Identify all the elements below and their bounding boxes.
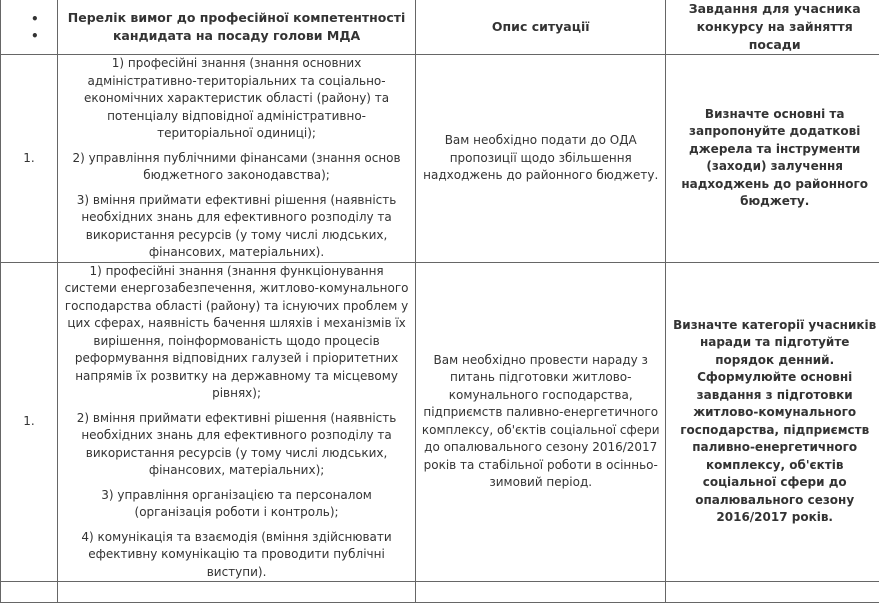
bullet-list: [1, 10, 57, 44]
table-row: [1, 262, 879, 582]
requirement-item: 4) комунікація та взаємодія (вміння здійснювати ефективну комунікацію та проводити публічні виступи).: [62, 529, 411, 582]
task-cell: Визначте основні та запропонуйте додаткові джерела та інструменти (заходи) залучення надходжень до районного бюджету.: [666, 55, 879, 263]
table-row-cut-off: [1, 582, 879, 603]
bullet-item: [1, 27, 57, 44]
requirement-item: 1) професійні знання (знання функціонування системи енергозабезпечення, житлово-комунального господарства області (району) та існуючих проблем у цих сферах, наявність бачення шляхів і механізмів їх вирішення, поінформованість щодо процесів реформування відповідних галузей і пріоритетних напрямів їх розвитку на державному та місцевому рівнях);: [62, 263, 411, 403]
header-situation: Опис ситуації: [416, 0, 666, 55]
situation-cell: Вам необхідно подати до ОДА пропозиції щодо збільшення надходжень до районного бюджету.: [416, 55, 666, 263]
requirement-item: 3) управління організацією та персоналом (організація роботи і контроль);: [62, 487, 411, 522]
requirement-item: 3) вміння приймати ефективні рішення (наявність необхідних знань для ефективного розподілу та використання ресурсів (у тому числі людських, фінансових, матеріальних).: [62, 192, 411, 262]
requirements-cell: [58, 55, 416, 263]
situation-cell: Вам необхідно провести нараду з питань підготовки житлово-комунального господарства, підприємств паливно-енергетичного комплексу, об'єктів соціальної сфери до опалювального сезону 2016/2017 років та стабільної роботи в осінньо-зимовий період.: [416, 262, 666, 582]
empty-cell: [666, 582, 879, 603]
header-requirements: Перелік вимог до професійної компетентності кандидата на посаду голови МДА: [58, 0, 416, 55]
row-number: 1.: [1, 262, 58, 582]
task-cell: Визначте категорії учасників наради та підготуйте порядок денний. Сформулюйте основні завдання з підготовки житлово-комунального господарства, підприємств паливно-енергетичного комплексу, об'єктів соціальної сфери до опалювального сезону 2016/2017 років.: [666, 262, 879, 582]
empty-cell: [1, 582, 58, 603]
requirement-item: 1) професійні знання (знання основних адміністративно-територіальних та соціально-економічних характеристик області (району) та потенціалу відповідної адміністративно-територіальної одиниці);: [62, 55, 411, 143]
header-bullets: [1, 0, 58, 55]
table-header-row: [1, 0, 879, 55]
bullet-item: [1, 10, 57, 27]
header-task: Завдання для учасника конкурсу на зайняття посади: [666, 0, 879, 55]
requirement-item: 2) управління публічними фінансами (знання основ бюджетного законодавства);: [62, 150, 411, 185]
empty-cell: [416, 582, 666, 603]
row-number: 1.: [1, 55, 58, 263]
requirements-cell: [58, 262, 416, 582]
table-row: [1, 55, 879, 263]
empty-cell: [58, 582, 416, 603]
requirement-item: 2) вміння приймати ефективні рішення (наявність необхідних знань для ефективного розподілу та використання ресурсів (у тому числі людських, фінансових, матеріальних);: [62, 410, 411, 480]
